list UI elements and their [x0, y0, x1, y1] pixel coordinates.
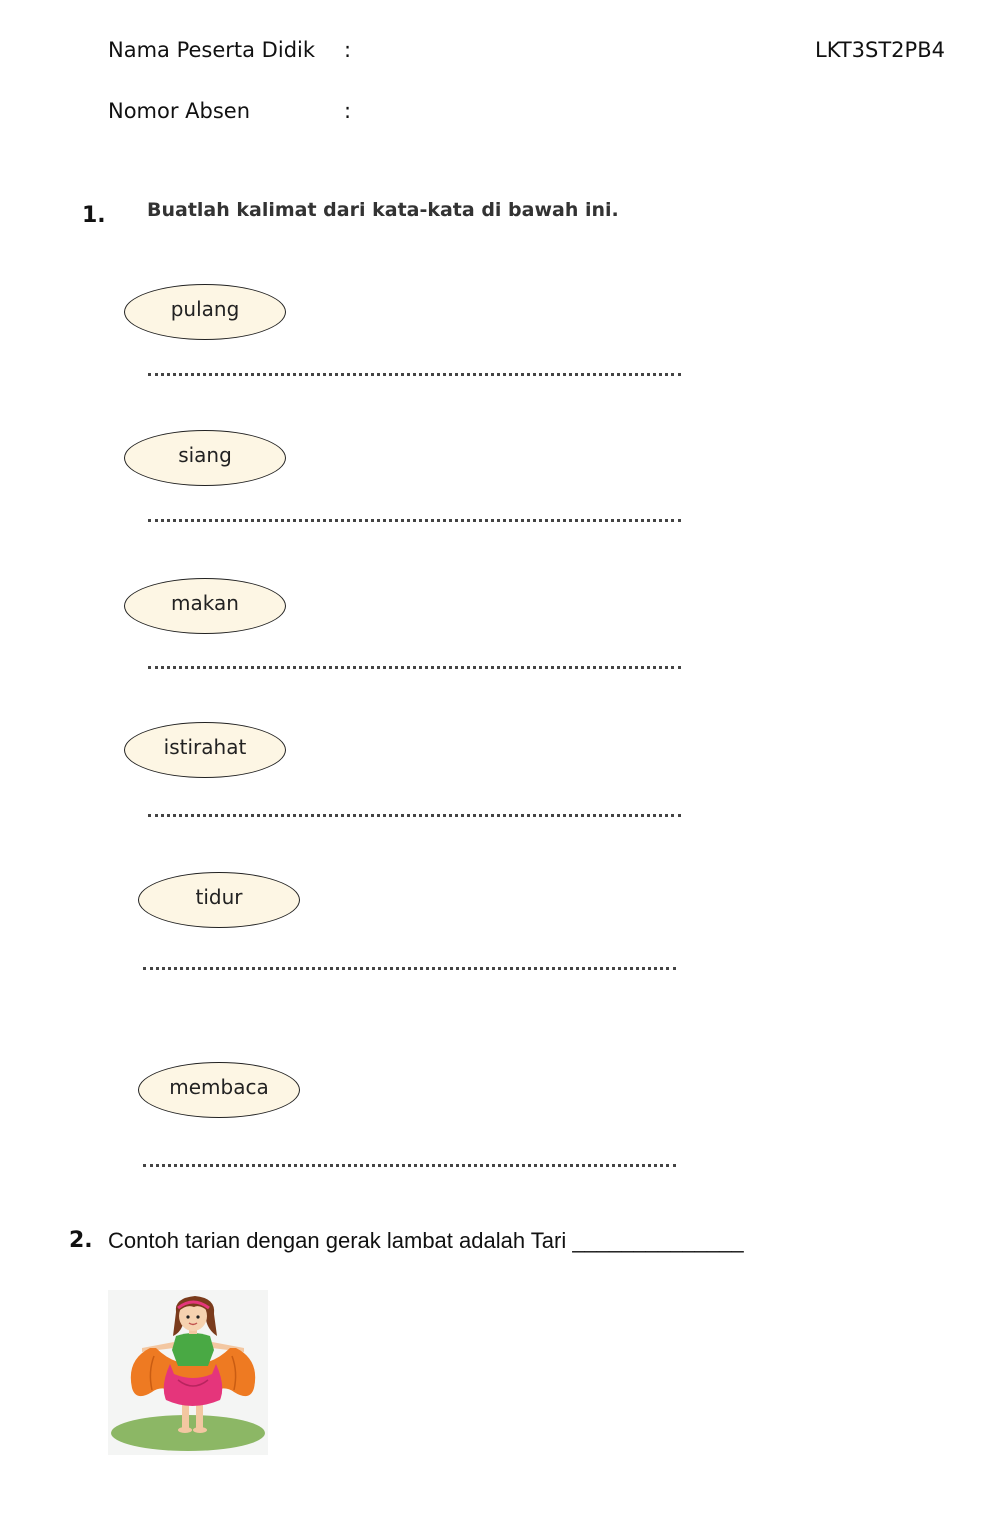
- name-label: Nama Peserta Didik: [108, 38, 316, 62]
- answer-line-siang[interactable]: [148, 519, 681, 522]
- question-1-instruction: Buatlah kalimat dari kata-kata di bawah ini.: [147, 199, 619, 221]
- name-colon: :: [344, 38, 352, 62]
- word-oval-makan: makan: [124, 578, 286, 634]
- question-1-number: 1.: [82, 203, 106, 228]
- question-2-number: 2.: [69, 1228, 93, 1253]
- answer-line-istirahat[interactable]: [148, 814, 681, 817]
- question-2-text[interactable]: Contoh tarian dengan gerak lambat adalah Tari ______________: [108, 1228, 744, 1253]
- answer-line-membaca[interactable]: [143, 1164, 676, 1167]
- worksheet-code: LKT3ST2PB4: [815, 38, 945, 62]
- word-oval-pulang: pulang: [124, 284, 286, 340]
- dancer-girl-image: [108, 1290, 268, 1455]
- dancer-illustration: [108, 1290, 268, 1455]
- absen-label: Nomor Absen: [108, 99, 251, 123]
- word-oval-tidur: tidur: [138, 872, 300, 928]
- word-oval-siang: siang: [124, 430, 286, 486]
- absen-colon: :: [344, 99, 352, 123]
- answer-line-pulang[interactable]: [148, 373, 681, 376]
- word-oval-membaca: membaca: [138, 1062, 300, 1118]
- answer-line-makan[interactable]: [148, 666, 681, 669]
- answer-line-tidur[interactable]: [143, 967, 676, 970]
- word-oval-istirahat: istirahat: [124, 722, 286, 778]
